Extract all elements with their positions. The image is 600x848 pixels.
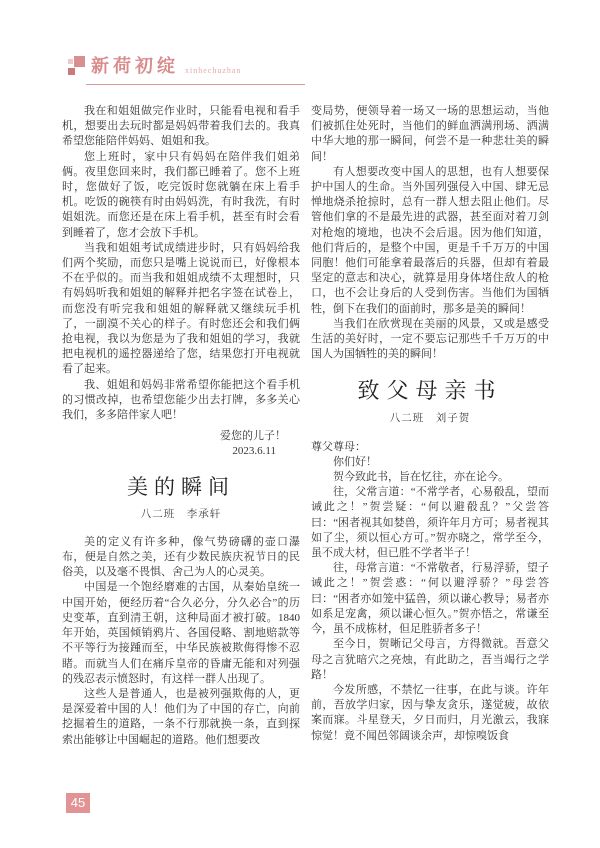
page-number-badge: 45 [66, 793, 90, 813]
essay-paragraph: 这些人是普通人，也是被列强欺侮的人，更是深爱着中国的人！他们为了中国的存亡，向前挖掘着生的道路，一条不行那就换一条，直到探索出能够让中国崛起的道路。他们想要改 [62, 687, 300, 746]
logo-squares-icon [68, 55, 86, 77]
letter-paragraph: 至今日，贺晰记父母言，方得微就。吾意父母之言犹暗穴之亮烛，有此助之，吾当竭行之学路！ [311, 638, 549, 681]
letter-paragraph: 我、姐姐和妈妈非常希望你能把这个看手机的习惯改掉，也希望您能少出去打牌，多多关心我们，多多陪伴家人吧！ [62, 378, 300, 422]
essay-paragraph-continued: 变局势，便领导着一场又一场的思想运动，当他们被抓住处死时，当他们的鲜血洒满刑场、洒满中华大地的那一瞬间，何尝不是一种悲壮美的瞬间！ [311, 105, 549, 163]
column-left [62, 104, 300, 748]
letter-paragraph: 今发所感，不禁忆一往事，在此与谈。许年前，吾放学归家，因与挚友贪乐，遂觉疲，故依案而寐。斗星登天，夕日而归，月光激云，我寐惊觉！竟不闻邑邻阔谈余声，却惊嗅饭食 [311, 683, 549, 742]
letter-paragraph: 你们好！ [333, 455, 377, 468]
essay-author-beautiful-moment: 八二班 李承轩 [140, 508, 222, 520]
logo-square-small [68, 68, 75, 75]
essay-author-letter-to-parents: 八二班 刘子贺 [389, 413, 471, 425]
letter-paragraph: 往，父常言道：“不常学者，心易殽乱，望而诫此之！”贺尝疑：“何以避殽乱？”父尝答曰：“困者视其如婪兽，须许年月方可；易者视其如了尘，须以恒心方可。”贺亦晓之，常学至今，虽不成大材，但已胜不学者半子！ [311, 486, 549, 560]
essay-paragraph: 中国是一个饱经磨难的古国，从秦始皇统一中国开始，便经历着“合久必分，分久必合”的历史变革，直到清王朝，这种局面才被打破。1840年开始，英国倾销鸦片、各国侵略、割地赔款等不平等行为接踵而至，中华民族被欺侮得惨不忍睹。而就当人们在痛斥皇帝的昏庸无能和对列强的残忍表示愤怒时，有这样一群人出现了。 [62, 581, 300, 685]
text-columns [62, 104, 550, 748]
essay-title-beautiful-moment: 美的瞬间 [127, 474, 235, 499]
essay-paragraph: 有人想要改变中国人的思想，也有人想要保护中国人的生命。当外国列强侵入中国、肆无忌惮地烧杀抢掠时，总有一群人想去阻止他们。尽管他们拿的不是最先进的武器，甚至面对着刀剑对枪炮的境地，也决不会后退。因为他们知道，他们背后的，是整个中国，更是千千万万的中国同胞！他们可能拿着最落后的兵器，但却有着最坚定的意志和决心，就算是用身体堵住敌人的枪口，也不会让身后的人受到伤害。当他们为国牺牲，倒下在我们的面前时，那多是美的瞬间！ [311, 165, 549, 315]
logo-square-big [74, 56, 85, 67]
letter-paragraph: 往，母常言道：“不常敬者，行易浮骄，望子诫此之！”贺尝惑：“何以避浮骄？”母尝答曰：“困者亦如笼中猛兽，须以谦心教导；易者亦如系足宠禽，须以谦心恒久。”贺亦悟之，常谦至今，虽不成栋材，但足胜骄者多子！ [311, 562, 549, 636]
header-divider [86, 84, 305, 85]
letter-paragraph: 我在和姐姐做完作业时，只能看电视和看手机，想要出去玩时都是妈妈带着我们去的。我真希望您能陪伴妈妈、姐姐和我。 [62, 105, 300, 148]
letter-signature: 爱您的儿子！ [220, 430, 286, 443]
essay-paragraph: 当我们在欣赏现在美丽的风景，又或是感受生活的美好时，一定不要忘记那些千千万万的中国人为国牺牲的美的瞬间！ [311, 317, 549, 361]
essay-paragraph: 美的定义有许多种，像气势磅礴的壶口瀑布，便是自然之美，还有少数民族庆祝节日的民俗美，以及毫不畏惧、舍己为人的心灵美。 [62, 535, 300, 579]
letter-paragraph: 您上班时，家中只有妈妈在陪伴我们姐弟俩。夜里您回来时，我们都已睡着了。您不上班时，您做好了饭，吃完饭时您就躺在床上看手机。吃饭的碗筷有时由妈妈洗，有时我洗，有时姐姐洗。而您还是在床上看手机，甚至有时会看到睡着了，您才会放下手机。 [62, 150, 300, 239]
letter-date: 2023.6.11 [232, 445, 276, 458]
logo-square-light [68, 59, 73, 64]
letter-paragraph: 当我和姐姐考试成绩进步时，只有妈妈给我们两个奖励，而您只是嘴上说说而已，好像根本不在乎似的。而当我和姐姐成绩不太理想时，只有妈妈听我和姐姐的解释并把名字签在试卷上，而您没有听完我和姐姐的解释就又继续玩手机了，一副漠不关心的样子。有时您还会和我们俩抢电视，我以为您是为了我和姐姐的学习，我就把电视机的遥控器递给了您，结果您打开电视就看了起来。 [62, 241, 300, 376]
letter-salutation: 尊父尊母： [311, 440, 366, 453]
page-header [68, 55, 241, 77]
letter-paragraph: 贺今致此书，旨在忆往，亦在论今。 [333, 471, 509, 484]
magazine-pinyin: xinhechuzhan [185, 66, 242, 75]
magazine-title: 新荷初绽 [91, 56, 179, 76]
essay-title-letter-to-parents: 致父母亲书 [357, 378, 503, 404]
column-right [311, 104, 549, 748]
